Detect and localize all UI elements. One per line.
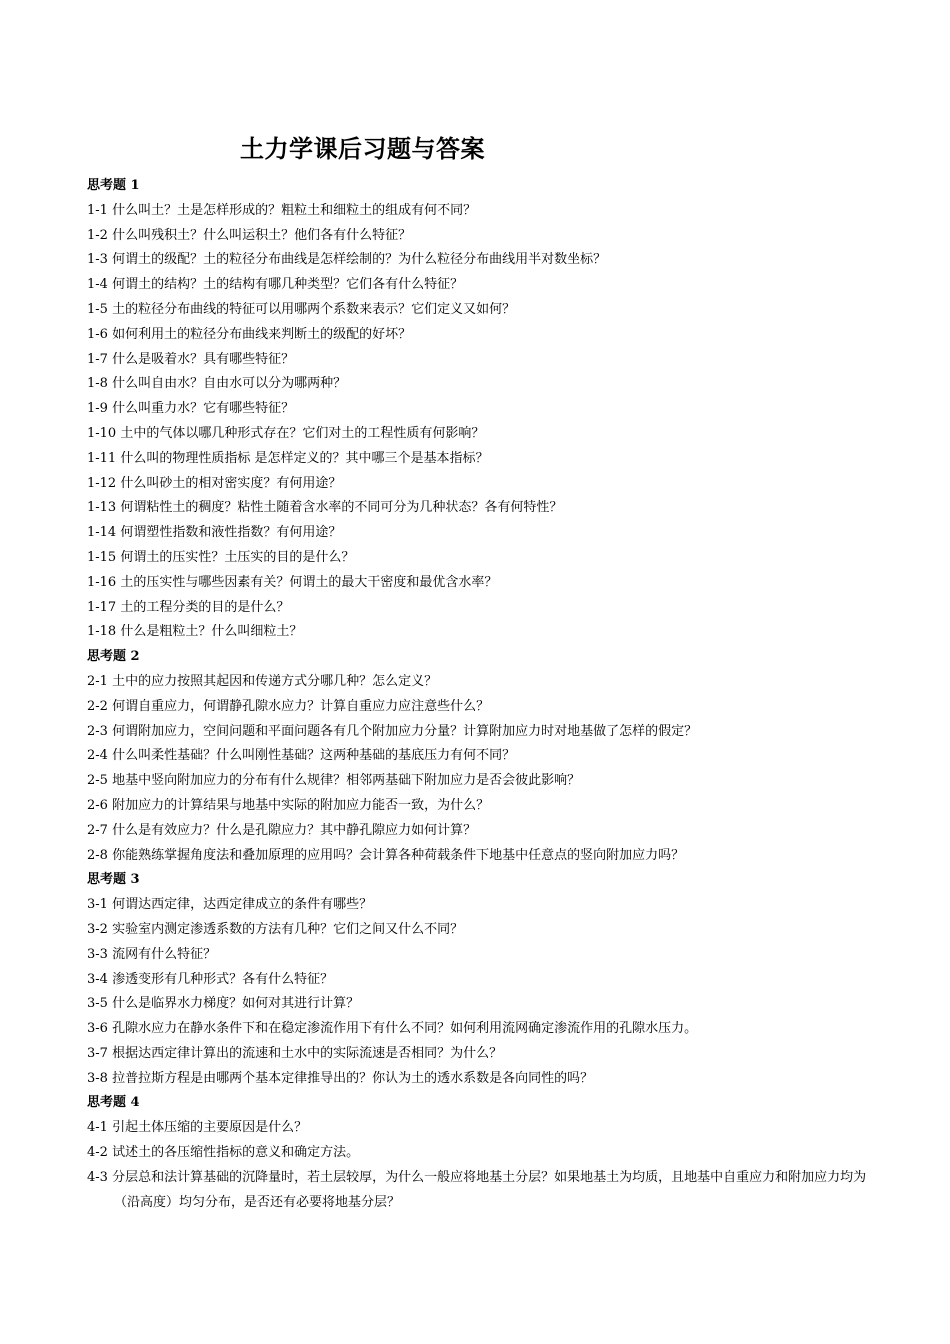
question-1-15: 1-15 何谓土的压实性？土压实的目的是什么？: [87, 549, 355, 565]
question-1-16: 1-16 土的压实性与哪些因素有关？何谓土的最大干密度和最优含水率？: [87, 574, 498, 590]
section-heading-4: 思考题 4: [87, 1095, 140, 1111]
question-1-3: 1-3 何谓土的级配？土的粒径分布曲线是怎样绘制的？为什么粒径分布曲线用半对数坐标？: [87, 252, 607, 268]
question-1-7: 1-7 什么是吸着水？具有哪些特征？: [87, 351, 295, 367]
question-2-3: 2-3 何谓附加应力，空间问题和平面问题各有几个附加应力分量？计算附加应力时对地基做了怎样的假定？: [87, 723, 698, 739]
document-body: [87, 174, 877, 1215]
question-3-4: 3-4 渗透变形有几种形式？各有什么特征？: [87, 971, 334, 987]
question-1-18: 1-18 什么是粗粒土？什么叫细粒土？: [87, 624, 303, 640]
question-1-4: 1-4 何谓土的结构？土的结构有哪几种类型？它们各有什么特征？: [87, 277, 464, 293]
question-2-1: 2-1 土中的应力按照其起因和传递方式分哪几种？怎么定义？: [87, 673, 438, 689]
question-2-7: 2-7 什么是有效应力？什么是孔隙应力？其中静孔隙应力如何计算？: [87, 822, 477, 838]
question-1-10: 1-10 土中的气体以哪几种形式存在？它们对土的工程性质有何影响？: [87, 425, 485, 441]
question-2-4: 2-4 什么叫柔性基础？什么叫刚性基础？这两种基础的基底压力有何不同？: [87, 748, 516, 764]
section-heading-3: 思考题 3: [87, 872, 140, 888]
question-1-11: 1-11 什么叫的物理性质指标 是怎样定义的？其中哪三个是基本指标？: [87, 450, 489, 466]
question-4-3: 4-3 分层总和法计算基础的沉降量时，若土层较厚，为什么一般应将地基土分层？如果地基土为均质，且地基中自重应力和附加应力均为（沿高度）均匀分布，是否还有必要将地基分层？: [87, 1169, 867, 1210]
question-1-2: 1-2 什么叫残积土？什么叫运积土？他们各有什么特征？: [87, 227, 412, 243]
question-1-14: 1-14 何谓塑性指数和液性指数？有何用途？: [87, 525, 342, 541]
question-1-9: 1-9 什么叫重力水？它有哪些特征？: [87, 401, 295, 417]
question-2-5: 2-5 地基中竖向附加应力的分布有什么规律？相邻两基础下附加应力是否会彼此影响？: [87, 773, 581, 789]
question-1-5: 1-5 土的粒径分布曲线的特征可以用哪两个系数来表示？它们定义又如何？: [87, 301, 516, 317]
question-3-5: 3-5 什么是临界水力梯度？如何对其进行计算？: [87, 996, 360, 1012]
question-1-12: 1-12 什么叫砂土的相对密实度？有何用途？: [87, 475, 342, 491]
question-2-8: 2-8 你能熟练掌握角度法和叠加原理的应用吗？会计算各种荷载条件下地基中任意点的竖向附加应力吗？: [87, 847, 685, 863]
question-3-3: 3-3 流网有什么特征？: [87, 946, 217, 962]
question-1-17: 1-17 土的工程分类的目的是什么？: [87, 599, 290, 615]
question-4-2: 4-2 试述土的各压缩性指标的意义和确定方法。: [87, 1145, 360, 1161]
question-3-1: 3-1 何谓达西定律，达西定律成立的条件有哪些？: [87, 897, 373, 913]
question-1-8: 1-8 什么叫自由水？自由水可以分为哪两种？: [87, 376, 347, 392]
question-3-7: 3-7 根据达西定律计算出的流速和土水中的实际流速是否相同？为什么？: [87, 1045, 503, 1061]
question-1-13: 1-13 何谓粘性土的稠度？粘性土随着含水率的不同可分为几种状态？各有何特性？: [87, 500, 563, 516]
question-3-2: 3-2 实验室内测定渗透系数的方法有几种？它们之间又什么不同？: [87, 921, 464, 937]
question-1-1: 1-1 什么叫土？土是怎样形成的？粗粒土和细粒土的组成有何不同？: [87, 202, 477, 218]
section-heading-1: 思考题 1: [87, 178, 140, 193]
document-title: 土力学课后习题与答案: [240, 135, 485, 163]
question-2-6: 2-6 附加应力的计算结果与地基中实际的附加应力能否一致，为什么？: [87, 797, 490, 813]
section-heading-2: 思考题 2: [87, 649, 140, 665]
question-4-1: 4-1 引起土体压缩的主要原因是什么？: [87, 1120, 308, 1136]
question-2-2: 2-2 何谓自重应力，何谓静孔隙水应力？计算自重应力应注意些什么？: [87, 698, 490, 714]
question-1-6: 1-6 如何利用土的粒径分布曲线来判断土的级配的好坏？: [87, 326, 412, 342]
question-3-8: 3-8 拉普拉斯方程是由哪两个基本定律推导出的？你认为土的透水系数是各向同性的吗？: [87, 1070, 594, 1086]
question-3-6: 3-6 孔隙水应力在静水条件下和在稳定渗流作用下有什么不同？如何利用流网确定渗流作用的孔隙水压力。: [87, 1021, 698, 1037]
